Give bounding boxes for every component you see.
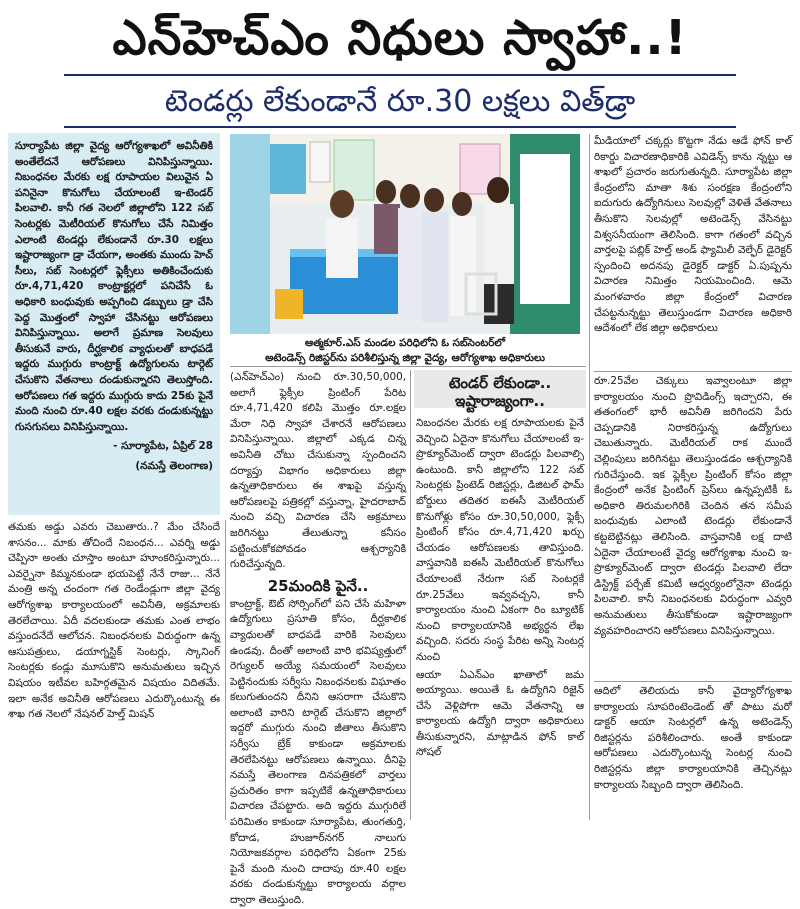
section-heading: టెండర్ లేకుండా.. <box>448 374 552 392</box>
article-column-right-top <box>594 134 792 369</box>
article-column-center <box>416 374 584 820</box>
article-text: ఆయా ఏఎన్‌ఎం ఖాతాలో జమ అయ్యాయి. అయితే ఓ ఉద్యోగిని రిజైన్ చేసే వెళ్లిపోగా ఆమె వేతనాన్ని ఆ కార్యాలయ ఉద్యోగి ద్వారా అధికారులు తీసుకున్నారని, మాట్లాడిన ఫోన్ కాల్ సోషల్ <box>416 668 584 759</box>
column-divider <box>410 370 411 820</box>
source-credit: (నమస్తే తెలంగాణ) <box>135 459 213 472</box>
article-column-left <box>8 520 220 820</box>
section-divider <box>594 681 792 682</box>
article-text: ఆదిలో తెలియదు కానీ వైద్యారోగ్యశాఖ కార్యాలయ సూపరింటెండెంట్ తో పాటు మరో డాక్టర్ ఆయా సెంటర్లలో ఉన్న అటెండెన్స్ రిజిస్టర్లను పరిశీలించారు. అంతే కాకుండా ఆరోపణలు ఎదుర్కొంటున్న సెంటర్ల నుంచి రిజిస్టర్లను జిల్లా కార్యాలయానికి తెచ్చినట్లు కార్యాలయ సిబ్బంది ద్వారా తెలిసింది. <box>594 685 792 791</box>
dateline: - సూర్యాపేట, ఏప్రిల్ 28 <box>113 440 213 453</box>
section-divider <box>594 371 792 372</box>
photo-caption-line-2: అటెండెన్స్ రిజిస్టర్‌ను పరిశీలిస్తున్న జిల్లా వైద్య, ఆరోగ్యశాఖ అధికారులు <box>265 352 545 364</box>
article-column-right-bottom <box>594 684 792 820</box>
article-text: నిబంధనల మేరకు లక్ష రూపాయలకు పైనే వెచ్చించి ఏదైనా కొనుగోలు చేయాలంటే ఇ-ప్రొక్యూర్‌మెంట్ ద్వారా టెండర్లు పిలవాల్సి ఉంటుంది. కానీ జిల్లాలోని 122 సబ్ సెంటర్లకు ప్రింటెడ్ రిజిస్టర్లు, డిజిటల్ ఫామ్ బోర్డులు తదితర ఐఈసీ మెటీరియల్ కొనుగోళ్లు కోసం రూ.30,50,000, ఫ్లెక్సీ ప్రింటింగ్ కోసం రూ.4,71,420 ఖర్చు చేయడం ఆరోపణలకు తావిస్తుంది. వాస్తవానికి ఐఈసీ మెటీరియల్ కొనుగోలు చేయాలంటే నేరుగా సబ్ సెంటర్లకే రూ.25వేలు ఇవ్వవచ్చని, కానీ కార్యాలయం నుంచి ఏకంగా రిం బ్యూటిక్ నుంచి కార్యాలయానికి అభ్యర్థన లేఖ వచ్చింది. సదరు సంస్థ పేరిట అన్ని సెంటర్ల నుంచి <box>416 417 584 663</box>
article-text: రూ.25వేల చెక్కులు ఇవ్వాలంటూ జిల్లా కార్యాలయం నుంచి ప్రొవిడింగ్స్ ఇచ్చారని, ఈ తతంగంలో భారీ అవినీతి జరిగిందని పేరు చెప్పడానికి నిరాకరిస్తున్న ఉద్యోగులు చెబుతున్నారు. మెటీరియల్ రాక ముందే చెల్లింపులు జరిగినట్టు తెలుస్తుండడం ఆశ్చర్యానికి గురిచేస్తుంది. ఇక ఫ్లెక్సీల ప్రింటింగ్ కోసం జిల్లా కేంద్రంలో అనేక ప్రింటింగ్ ప్రెస్‌లు ఉన్నప్పటికీ ఓ అధికారి తిరుమలగిరికి చెందిన తన సమీప బంధువుకు ఎలాంటి టెండర్లు లేకుండానే కట్టబెట్టినట్లు తెలిసింది. వాస్తవానికి లక్ష దాటి ఏదైనా చేయాలంటే వైద్య ఆరోగ్యశాఖ నుంచి ఇ-ప్రొక్యూర్‌మెంట్ ద్వారా టెండర్లు పిలవాలి లేదా డిస్ట్రిక్ట్ పర్చేజ్ కమిటీ ఆధ్వర్యంలోనైనా టెండర్లు పిలవాలి. కానీ నిబంధనలకు విరుద్ధంగా ఎవ్వరి అనుమతులు తీసుకోకుండా ఇష్టారాజ్యంగా వ్యవహరించారని ఆరోపణలు వినిపిస్తున్నాయి. <box>594 375 792 637</box>
subheadline: టెండర్లు లేకుండానే రూ.30 లక్షలు విత్‌డ్రా <box>164 84 636 119</box>
news-photo <box>230 134 580 334</box>
subheadline-rule <box>64 126 736 128</box>
article-text: (ఎన్‌హెచ్‌ఎం) నుంచి రూ.30,50,000, అలాగే ఫ్లెక్సీల ప్రింటింగ్ పేరిట రూ.4,71,420 కలిపి మొత్తం రూ.లక్షల మేరా నిధి స్వాహా చేశారనే ఆరోపణలు వినిపిస్తున్నాయి. జిల్లాలో ఎక్కడ చిన్న అవినీతి చోటు చేసుకున్నా స్పందించని దర్యాప్తు విభాగం అధికారులు జిల్లా ఉన్నతాధికారులు ఈ శాఖపై వస్తున్న ఆరోపణలపై పత్రికల్లో వస్తున్నా, హైదరాబాద్ నుంచి వచ్చి విచారణ చేసి అక్రమాలు జరిగినట్టు తేలుతున్నా కనీసం పట్టించుకోకపోవడం ఆశ్చర్యానికి గురిచేస్తున్నది. <box>230 371 406 571</box>
article-text: తమకు అడ్డు ఎవరు చెబుతారు..? మేం చేసిందే శాసనం... మాకు తోచిందే నిబంధన... ఎవర్ని అడ్డు చెప్పినా అంతు చూస్తాం అంటూ హూంకరిస్తున్నారు... ఎవర్నైనా కిమ్మనకుండా భయపెట్టే నేనే రాజు... నేనే మంత్రి అన్న చందంగా గత రెండేండ్లుగా జిల్లా వైద్య ఆరోగ్యశాఖ కార్యాలయంలో అవినీతి, అక్రమాలకు తెరలేచాయి. ఏదీ వదలకుండా తమకు ఎంత లాభం వస్తుందనేదే ఆలోచన. నిబంధనలకు విరుద్ధంగా ఉన్న ఆసుపత్రులు, డయాగ్నస్టిక్ సెంటర్లు, స్కానింగ్ సెంటర్లకు కండ్లు మూసుకొని అనుమతులు ఇచ్చిన విషయం ఇటీవల బహిర్గతమైన విషయం విదితమే. ఇలా అనేక అవినీతి ఆరోపణలు ఎదుర్కొంటున్న ఈ శాఖ గత నెలలో నేషనల్ హెల్త్ మిషన్ <box>8 521 220 721</box>
intro-text: సూర్యాపేట జిల్లా వైద్య ఆరోగ్యశాఖలో అవినీతికి అంతేలేదనే ఆరోపణలు వినిపిస్తున్నాయి. నిబంధనల మేరకు లక్ష రూపాయల విలువైన ఏ పనినైనా కొనుగోలు చేయాలంటే ఇ-టెండర్ పిలవాలి. కానీ గత నెలలో జిల్లాలోని 122 సబ్ సెంటర్లకు మెటీరియల్ కొనుగోలు చేసే నిమిత్తం ఎలాంటి టెండర్లు లేకుండానే రూ.30 లక్షలు ఇష్టారాజ్యంగా డ్రా చేయగా, అంతకు ముందు హెచ్ సీలు, సబ్ సెంటర్లలో ఫ్లెక్సీలు అతికించేందుకు రూ.4,71,420 కాంట్రాక్టర్లలో పనిచేసే ఓ అధికారి బంధువుకు అప్పగించి డబ్బులు డ్రా చేసి పెద్ద మొత్తంలో స్వాహా చేసినట్టు ఆరోపణలు వినిపిస్తున్నాయి. అలాగే ప్రమాణ సెలవులు తీసుకునే వారు, దీర్ఘకాలిక వ్యాధులతో బాధపడే ఇద్దరు ముగ్గురు కాంట్రాక్ట్ ఉద్యోగులను టార్గెట్ చేసుకొని వేతనాలు దండుకున్నారని తెలుస్తోంది. ఆరోపణలు గత ఇద్దరు ముగ్గురు కాదు 25కు పైనే మంది నుంచి రూ.40 లక్షల వరకు దండుకున్నట్టు గుసగుసలు వినిపిస్తున్నాయి. <box>15 140 213 433</box>
headline-rule <box>64 74 736 76</box>
photo-caption <box>230 336 580 366</box>
photo-caption-line-1: ఆత్మకూర్.ఎస్ మండల పరిధిలోని ఓ సబ్‌సెంటర్‌లో <box>304 337 506 349</box>
intro-box <box>8 133 220 515</box>
column-divider <box>589 134 590 820</box>
article-text: మీడియాలో చక్కర్లు కొట్టగా నేడు ఆడే ఫోన్ కాల్ రికార్డు విచారణాధికారికి ఎవిడెన్స్ కాను న్నట్టు ఆ శాఖలో ప్రచారం జరుగుతున్నది. సూర్యాపేట జిల్లా కేంద్రంలోని మాతా శిశు సంరక్షణ కేంద్రంలోని ఐదుగురు ఉద్యోగినులు సెలవుల్లో వెళితే వేతనాలు తీసుకొని సెలవుల్లో అటెండెన్స్ వేసినట్టు విశ్వసనీయంగా తెలిసింది. కాగా గతంలో వచ్చిన వార్తలపై పబ్లిక్ హెల్త్ అండ్ ఫ్యామిలీ వెల్ఫేర్ డైరెక్టర్ స్పందించి అదనపు డైరెక్టర్ డాక్టర్ ఏ.పుష్పను విచారణ నిమిత్తం నియమించింది. ఆమె మంగళవారం జిల్లా కేంద్రంలో విచారణ చేపట్టనున్నట్టు తెలుస్తుండగా విచారణ అధికారి ఆదేశంలో లేక జిల్లా అధికారులు <box>594 135 792 335</box>
headline: ఎన్‌హెచ్‌ఎం నిధులు స్వాహా..! <box>112 10 688 66</box>
section-heading-2: ఇష్టారాజ్యంగా.. <box>455 392 545 410</box>
article-text: కాంట్రాక్ట్, ఔట్ సోర్సింగ్‌లో పని చేసే మహిళా ఉద్యోగులు ప్రసూతి కోసం, దీర్ఘకాలిక వ్యాధులతో బాధపడే వారికి సెలవులు ఉండవు. దీంతో అలాంటి వారి భవిష్యత్తులో రెగ్యులర్ అయ్యే సమయంలో సెలవులు పెట్టినందుకు సర్వీసు నిబంధనలకు విఘాతం కలుగుతుందని దీనిని ఆసరాగా చేసుకొని అలాంటి వారిని టార్గెట్ చేసుకొని జిల్లాలో ఇద్దరో ముగ్గురు నుంచి జీతాలు తీసుకొని సర్వీసు బ్రేక్ కాకుండా అక్రమాలకు తెరలేపినట్టు ఆరోపణలు ఉన్నాయి. దీనిపై నమస్తే తెలంగాణ దినపత్రికలో వార్తలు ప్రచురితం కాగా ఇప్పటికే ఉన్నతాధికారులు విచారణ చేపట్టారు. అది ఇద్దరు ముగ్గురిలే పరిమితం కాకుండా సూర్యాపేట, తుంగతుర్తి, కోదాడ, హుజూర్‌నగర్ నాలుగు నియోజకవర్గాల పరిధిలోని ఏకంగా 25కు పైనే మంది నుంచి దాదాపు రూ.40 లక్షల వరకు దండుకున్నట్టు కార్యాలయ వర్గాల ద్వారా తెలుస్తుంది. <box>230 597 406 906</box>
clinic-inspection-photo <box>230 134 580 334</box>
subsection-heading-25: 25మందికి పైనే.. <box>267 576 369 595</box>
column-divider <box>225 520 226 820</box>
article-column-mid <box>230 370 406 906</box>
section-divider <box>230 366 586 367</box>
article-column-right-mid <box>594 374 792 678</box>
